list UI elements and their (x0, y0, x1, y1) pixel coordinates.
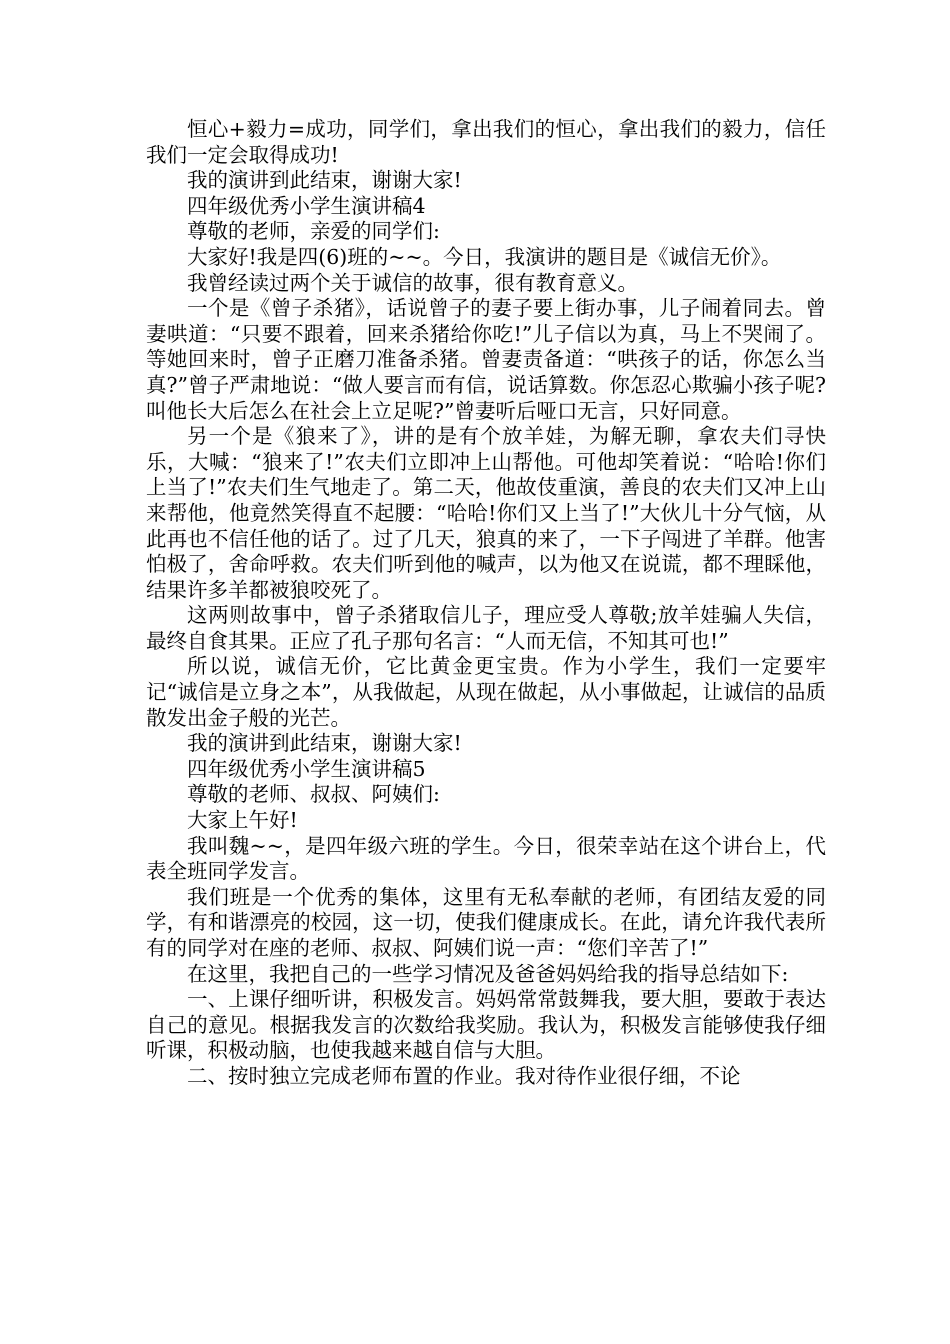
paragraph: 我的演讲到此结束，谢谢大家! (187, 168, 462, 193)
paragraph: 所以说，诚信无价，它比黄金更宝贵。作为小学生，我们一定要牢记“诚信是立身之本”，从我做起，从现在做起，从小事做起，让诚信的品质散发出金子般的光芒。 (146, 654, 826, 730)
paragraph: 大家好!我是四(6)班的~~。今日，我演讲的题目是《诚信无价》。 (187, 244, 782, 269)
document-body (146, 117, 826, 1090)
section-heading: 四年级优秀小学生演讲稿4 (187, 193, 426, 218)
paragraph: 在这里，我把自己的一些学习情况及爸爸妈妈给我的指导总结如下: (187, 961, 789, 986)
paragraph: 我叫魏~~，是四年级六班的学生。今日，很荣幸站在这个讲台上，代表全班同学发言。 (146, 833, 826, 884)
salutation: 尊敬的老师，亲爱的同学们: (187, 219, 440, 244)
paragraph: 二、按时独立完成老师布置的作业。我对待作业很仔细，不论 (187, 1063, 741, 1088)
paragraph: 我曾经读过两个关于诚信的故事，很有教育意义。 (187, 270, 638, 295)
paragraph: 大家上午好! (187, 808, 298, 833)
section-heading: 四年级优秀小学生演讲稿5 (187, 756, 426, 781)
paragraph: 恒心+毅力=成功，同学们，拿出我们的恒心，拿出我们的毅力，信任我们一定会取得成功! (146, 117, 826, 167)
paragraph: 另一个是《狼来了》，讲的是有个放羊娃，为解无聊，拿农夫们寻快乐，大喊：“狼来了!”农夫们立即冲上山帮他。可他却笑着说：“哈哈!你们上当了!”农夫们生气地走了。第二天，他故伎重演，善良的农夫们又冲上山来帮他，他竟然笑得直不起腰：“哈哈!你们又上当了!”大伙儿十分气恼，从此再也不信任他的话了。过了几天，狼真的来了，一下子闯进了羊群。他害怕极了，舍命呼救。农夫们听到他的喊声，以为他又在说谎，都不理睬他，结果许多羊都被狼咬死了。 (146, 424, 826, 602)
paragraph: 一个是《曾子杀猪》，话说曾子的妻子要上街办事，儿子闹着同去。曾妻哄道：“只要不跟着，回来杀猪给你吃!”儿子信以为真，马上不哭闹了。等她回来时，曾子正磨刀准备杀猪。曾妻责备道：“哄孩子的话，你怎么当真?”曾子严肃地说：“做人要言而有信，说话算数。你怎忍心欺骗小孩子呢?叫他长大后怎么在社会上立足呢?”曾妻听后哑口无言，只好同意。 (146, 296, 826, 423)
salutation: 尊敬的老师、叔叔、阿姨们: (187, 782, 440, 807)
paragraph: 我的演讲到此结束，谢谢大家! (187, 731, 462, 756)
paragraph: 我们班是一个优秀的集体，这里有无私奉献的老师，有团结友爱的同学，有和谐漂亮的校园，这一切，使我们健康成长。在此，请允许我代表所有的同学对在座的老师、叔叔、阿姨们说一声：“您们辛苦了!” (146, 884, 826, 960)
paragraph: 一、上课仔细听讲，积极发言。妈妈常常鼓舞我，要大胆，要敢于表达自己的意见。根据我发言的次数给我奖励。我认为，积极发言能够使我仔细听课，积极动脑，也使我越来越自信与大胆。 (146, 987, 826, 1063)
paragraph: 这两则故事中，曾子杀猪取信儿子，理应受人尊敬;放羊娃骗人失信，最终自食其果。正应了孔子那句名言：“人而无信，不知其可也!” (146, 603, 826, 653)
